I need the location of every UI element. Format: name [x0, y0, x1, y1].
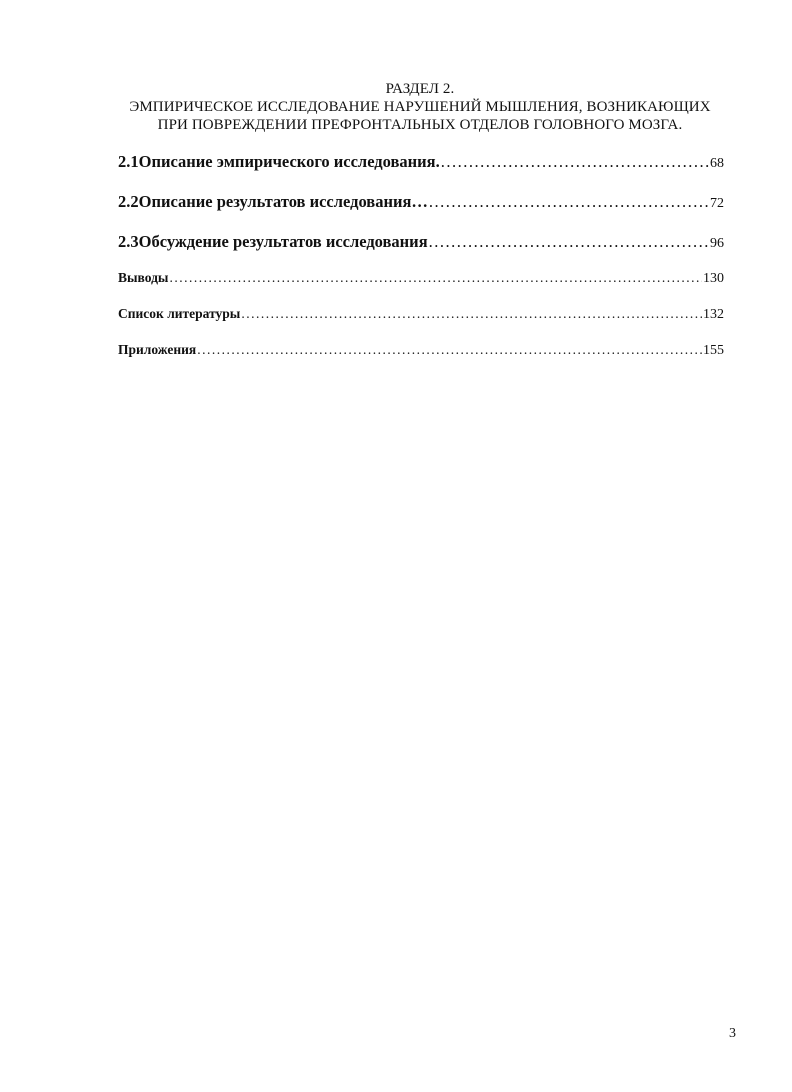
- page-number: 3: [729, 1026, 736, 1041]
- toc-entry-page: 72: [710, 196, 724, 211]
- toc-entry-page: 155: [703, 343, 724, 358]
- toc-entry-page: 132: [703, 307, 724, 322]
- toc-entry-references[interactable]: [118, 306, 724, 323]
- toc-entry-number: 2.2: [118, 192, 139, 211]
- toc-entry-appendices[interactable]: [118, 342, 724, 359]
- toc-entry-page: 68: [710, 156, 724, 171]
- toc-entry-title: Описание результатов исследования…: [138, 192, 428, 211]
- toc-entry-title: Выводы: [118, 270, 169, 285]
- dot-leader: [429, 192, 709, 212]
- toc-entry-2-3[interactable]: [118, 232, 724, 252]
- toc-entry-conclusions[interactable]: [118, 270, 724, 287]
- toc-entry-title: Список литературы: [118, 306, 241, 321]
- section-label: РАЗДЕЛ 2.: [385, 81, 455, 97]
- dot-leader: [441, 152, 709, 172]
- toc-entry-title: Приложения: [118, 342, 197, 357]
- toc-entry-2-1[interactable]: [118, 152, 724, 172]
- section-title-line-2: ПРИ ПОВРЕЖДЕНИИ ПРЕФРОНТАЛЬНЫХ ОТДЕЛОВ ГОЛОВНОГО МОЗГА.: [157, 117, 683, 133]
- dot-leader: [197, 342, 702, 358]
- section-title-line-1: ЭМПИРИЧЕСКОЕ ИССЛЕДОВАНИЕ НАРУШЕНИЙ МЫШЛЕНИЯ, ВОЗНИКАЮЩИХ: [129, 99, 711, 115]
- toc-entry-2-2[interactable]: [118, 192, 724, 212]
- dot-leader: [169, 270, 702, 286]
- toc-entry-number: 2.3: [118, 232, 139, 251]
- toc-entry-page: 96: [710, 236, 724, 251]
- toc-entry-page: 130: [703, 271, 724, 286]
- dot-leader: [241, 306, 702, 322]
- toc-entry-title: Описание эмпирического исследования.: [138, 152, 440, 171]
- section-heading: [100, 80, 740, 134]
- toc-entry-number: 2.1: [118, 152, 139, 171]
- toc-entry-title: Обсуждение результатов исследования: [138, 232, 428, 251]
- dot-leader: [429, 232, 709, 252]
